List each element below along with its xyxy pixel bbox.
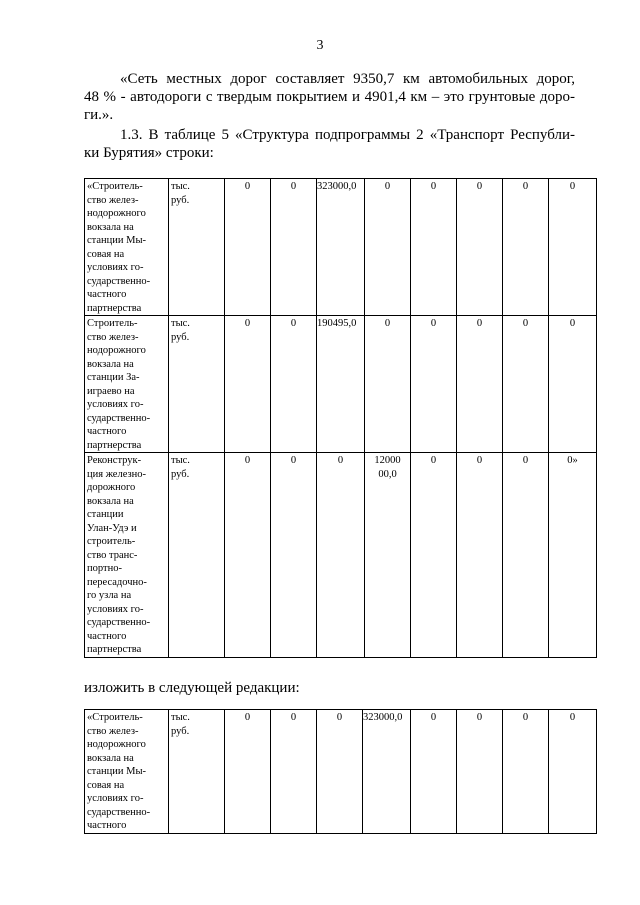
item-name-cell	[85, 710, 169, 834]
value-cell	[503, 710, 549, 834]
value-text: 323000,0	[363, 712, 403, 723]
value-text: 12000	[374, 455, 401, 466]
value-text: 0	[337, 455, 344, 466]
item-name-line: вокзала на	[87, 752, 134, 764]
item-name-line: частного	[87, 820, 127, 831]
intro-line: ги.».	[84, 107, 114, 123]
item-name-line: станции За-	[87, 372, 140, 383]
value-text: 00,0	[378, 468, 397, 480]
intro-paragraph	[84, 70, 575, 124]
value-cell	[457, 316, 503, 453]
value-cell	[457, 710, 503, 834]
item-name-line: строитель-	[87, 536, 136, 547]
item-name-line: партнерства	[87, 644, 142, 655]
item-name-cell	[85, 179, 169, 316]
item-name-line: частного	[87, 426, 127, 437]
value-text: 0	[384, 318, 391, 329]
value-text: 0	[244, 455, 251, 466]
value-text: 0	[290, 318, 297, 329]
value-cell	[503, 316, 549, 453]
value-cell	[411, 710, 457, 834]
unit-line: руб.	[171, 468, 190, 480]
unit-cell	[169, 453, 225, 658]
value-text: 0	[476, 181, 483, 192]
item-name-line: частного	[87, 289, 127, 300]
value-text: 0	[336, 712, 343, 723]
value-cell	[549, 710, 597, 834]
value-cell	[457, 453, 503, 658]
item-name-line: совая на	[87, 779, 125, 791]
item-name-line: портно-	[87, 563, 122, 574]
value-text: 0	[476, 455, 483, 466]
table-row	[85, 453, 597, 658]
item-name-line: дорожного	[87, 482, 136, 493]
value-text: 190495,0	[317, 318, 357, 329]
item-name-line: нодорожного	[87, 345, 146, 356]
value-text: 0	[290, 181, 297, 192]
item-name-cell	[85, 316, 169, 453]
value-cell	[271, 316, 317, 453]
item-name-line: ство желез-	[87, 194, 139, 206]
value-text: 0	[569, 318, 576, 329]
unit-cell	[169, 710, 225, 834]
value-cell	[225, 453, 271, 658]
value-text: 0	[430, 318, 437, 329]
value-cell	[503, 453, 549, 658]
item-name-cell	[85, 453, 169, 658]
unit-cell	[169, 316, 225, 453]
item-name-line: ство желез-	[87, 331, 139, 343]
item-name-line: станции Мы-	[87, 766, 147, 777]
item-name-line: играево на	[87, 385, 135, 397]
item-name-line: «Строитель-	[87, 181, 143, 192]
value-cell	[317, 710, 363, 834]
value-cell	[271, 453, 317, 658]
item-name-line: частного	[87, 630, 127, 642]
item-name-line: станции Мы-	[87, 235, 147, 246]
section-paragraph	[84, 126, 575, 162]
unit-line: руб.	[171, 725, 190, 737]
value-cell	[317, 453, 365, 658]
item-name-line: нодорожного	[87, 739, 146, 750]
item-name-line: совая на	[87, 248, 125, 260]
table-row	[85, 179, 597, 316]
value-text: 0	[476, 712, 483, 723]
item-name-line: Реконструк-	[87, 455, 142, 466]
item-name-line: ство желез-	[87, 725, 139, 737]
value-cell	[365, 453, 411, 658]
value-text: 0	[569, 712, 576, 723]
table-row	[85, 316, 597, 453]
item-name-line: сударственно-	[87, 275, 151, 287]
unit-line: тыс.	[171, 712, 190, 723]
item-name-line: нодорожного	[87, 208, 146, 219]
value-cell	[317, 316, 365, 453]
item-name-line: вокзала на	[87, 221, 134, 233]
value-cell	[549, 316, 597, 453]
unit-cell	[169, 179, 225, 316]
item-name-line: сударственно-	[87, 806, 151, 818]
value-cell	[271, 710, 317, 834]
item-name-line: сударственно-	[87, 617, 151, 628]
value-text: 0»	[567, 455, 578, 466]
value-cell	[411, 453, 457, 658]
structure-table-new	[84, 709, 597, 834]
item-name-line: партнерства	[87, 439, 142, 451]
value-cell	[549, 453, 597, 658]
value-cell	[411, 316, 457, 453]
value-text: 0	[290, 712, 297, 723]
item-name-line: «Строитель-	[87, 712, 143, 723]
structure-table-old	[84, 178, 597, 658]
item-name-line: партнерства	[87, 302, 142, 314]
value-cell	[365, 179, 411, 316]
value-cell	[365, 316, 411, 453]
unit-line: тыс.	[171, 318, 190, 329]
item-name-line: вокзала на	[87, 495, 134, 507]
unit-line: руб.	[171, 331, 190, 343]
item-name-line: условиях го-	[87, 399, 144, 410]
value-text: 0	[522, 181, 529, 192]
value-text: 0	[522, 712, 529, 723]
unit-line: руб.	[171, 194, 190, 206]
value-text: 0	[384, 181, 391, 192]
item-name-line: Строитель-	[87, 318, 138, 329]
value-cell	[225, 179, 271, 316]
item-name-line: ция железно-	[87, 468, 147, 480]
value-text: 0	[244, 712, 251, 723]
item-name-line: ство транс-	[87, 549, 138, 561]
value-text: 0	[569, 181, 576, 192]
value-text: 323000,0	[317, 181, 357, 192]
value-cell	[225, 710, 271, 834]
item-name-line: условиях го-	[87, 603, 144, 615]
value-cell	[457, 179, 503, 316]
item-name-line: пересадочно-	[87, 576, 147, 588]
value-text: 0	[244, 181, 251, 192]
value-cell	[549, 179, 597, 316]
value-cell	[363, 710, 411, 834]
intro-line: 48 % - автодороги с твердым покрытием и 4901,4 км – это грунтовые доро-	[84, 89, 575, 105]
value-text: 0	[244, 318, 251, 329]
value-text: 0	[522, 318, 529, 329]
transition-text: изложить в следующей редакции:	[84, 680, 300, 696]
section-line: ки Бурятия» строки:	[84, 145, 214, 161]
item-name-line: сударственно-	[87, 412, 151, 424]
value-text: 0	[522, 455, 529, 466]
table-row	[85, 710, 597, 834]
value-text: 0	[430, 712, 437, 723]
value-text: 0	[290, 455, 297, 466]
item-name-line: вокзала на	[87, 358, 134, 370]
value-text: 0	[430, 455, 437, 466]
unit-line: тыс.	[171, 455, 190, 466]
unit-line: тыс.	[171, 181, 190, 192]
item-name-line: станции	[87, 509, 124, 520]
value-cell	[503, 179, 549, 316]
item-name-line: условиях го-	[87, 262, 144, 273]
value-text: 0	[476, 318, 483, 329]
section-line: 1.3. В таблице 5 «Структура подпрограммы 2 «Транспорт Республи-	[120, 127, 575, 143]
page-number: 3	[316, 38, 324, 53]
value-cell	[317, 179, 365, 316]
intro-line: «Сеть местных дорог составляет 9350,7 км автомобильных дорог,	[120, 71, 575, 87]
value-text: 0	[430, 181, 437, 192]
item-name-line: Улан-Удэ и	[87, 522, 137, 534]
value-cell	[411, 179, 457, 316]
item-name-line: условиях го-	[87, 793, 144, 804]
value-cell	[225, 316, 271, 453]
item-name-line: го узла на	[87, 590, 132, 601]
value-cell	[271, 179, 317, 316]
